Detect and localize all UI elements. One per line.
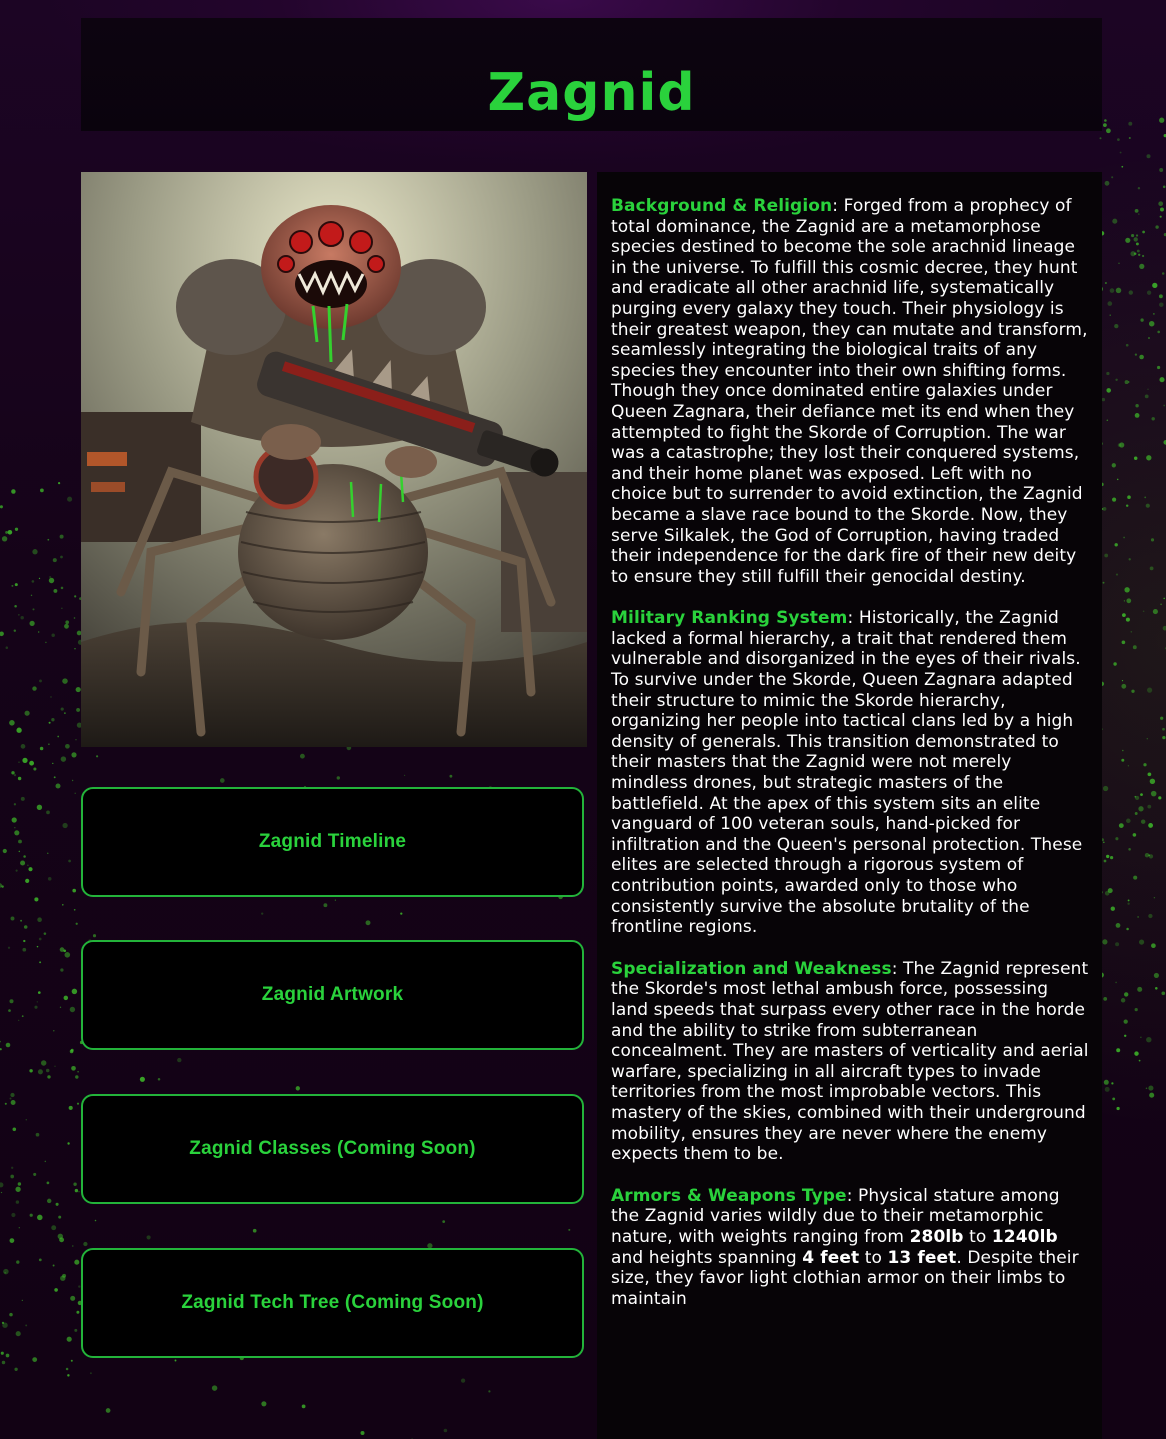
- background-text: : Forged from a prophecy of total dominance, the Zagnid are a metamorphose species destined to become the sole arachnid lineage in the universe. To fulfill this cosmic decree, they hunt and eradicate all other arachnid life, systematically purging every galaxy they touch. Their physiology is their greatest weapon, they can mutate and transform, seamlessly integrating the biological traits of any species they encounter into their own shifting forms. Though they once dominated entire galaxies under Queen Zagnara, their defiance met its end when they attempted to fight the Skorde of Corruption. The war was a catastrophe; they lost their conquered systems, and their home planet was exposed. Left with no choice but to surrender to avoid extinction, the Zagnid became a slave race bound to the Skorde. Now, they serve Silkalek, the God of Corruption, having traded their independence for the dark fire of their new deity to ensure they still fulfill their genocidal destiny.: [611, 196, 1088, 587]
- background-heading: Background & Religion: [611, 196, 833, 216]
- weight-min: 280lb: [909, 1226, 964, 1247]
- military-heading: Military Ranking System: [611, 608, 848, 629]
- zagnid-artwork-label: Zagnid Artwork: [261, 984, 404, 1005]
- zagnid-timeline-label: Zagnid Timeline: [258, 831, 407, 852]
- lore-panel: [597, 172, 1102, 1439]
- specialization-text: : The Zagnid represent the Skorde's most lethal ambush force, possessing land speeds that surpass every other race in the horde and the ability to strike from subterranean concealment. They are masters of verticality and aerial warfare, specializing in all aircraft types to invade territories from the most improbable vectors. This mastery of the skies, combined with their underground mobility, ensures they are never where the enemy expects them to be.: [611, 958, 1089, 1165]
- armors-text-2: . Despite their size, they favor light clothian armor on their limbs to maintain: [611, 1247, 1079, 1309]
- height-max: 13 feet: [887, 1247, 957, 1268]
- weight-max: 1240lb: [991, 1226, 1058, 1247]
- armors-to-2: to: [859, 1247, 888, 1268]
- military-text: : Historically, the Zagnid lacked a formal hierarchy, a trait that rendered them vulnerable and disorganized in the eyes of their rivals. To survive under the Skorde, Queen Zagnara adapted their structure to mimic the Skorde hierarchy, organizing her people into tactical clans led by a high density of generals. This transition demonstrated to their masters that the Zagnid were not merely mindless drones, but strategic masters of the battlefield. At the apex of this system sits an elite vanguard of 100 veteran souls, hand-picked for infiltration and the Queen's personal protection. These elites are selected through a rigorous system of contribution points, awarded only to those who consistently survive the absolute brutality of the frontline regions.: [611, 608, 1083, 938]
- armors-to-1: to: [963, 1226, 992, 1247]
- zagnid-tech-tree-label: Zagnid Tech Tree (Coming Soon): [181, 1292, 484, 1313]
- military-paragraph: [611, 608, 1090, 938]
- armors-text-1: : Physical stature among the Zagnid varies wildly due to their metamorphic nature, with weights ranging from: [611, 1185, 1060, 1247]
- zagnid-hero-image: [81, 172, 587, 747]
- zagnid-artwork-button[interactable]: [81, 940, 584, 1050]
- height-min: 4 feet: [802, 1247, 860, 1268]
- zagnid-illustration: [81, 172, 587, 747]
- specialization-paragraph: [611, 959, 1090, 1165]
- background-paragraph: [611, 196, 1090, 587]
- armors-heading: Armors & Weapons Type: [611, 1185, 847, 1206]
- page-title: Zagnid: [487, 63, 696, 123]
- specialization-heading: Specialization and Weakness: [611, 958, 892, 979]
- page-header: [81, 18, 1102, 131]
- zagnid-classes-button[interactable]: [81, 1094, 584, 1204]
- zagnid-tech-tree-button[interactable]: [81, 1248, 584, 1358]
- zagnid-timeline-button[interactable]: [81, 787, 584, 897]
- armors-mid: and heights spanning: [611, 1247, 803, 1268]
- zagnid-classes-label: Zagnid Classes (Coming Soon): [189, 1138, 476, 1159]
- armors-paragraph: [611, 1186, 1090, 1310]
